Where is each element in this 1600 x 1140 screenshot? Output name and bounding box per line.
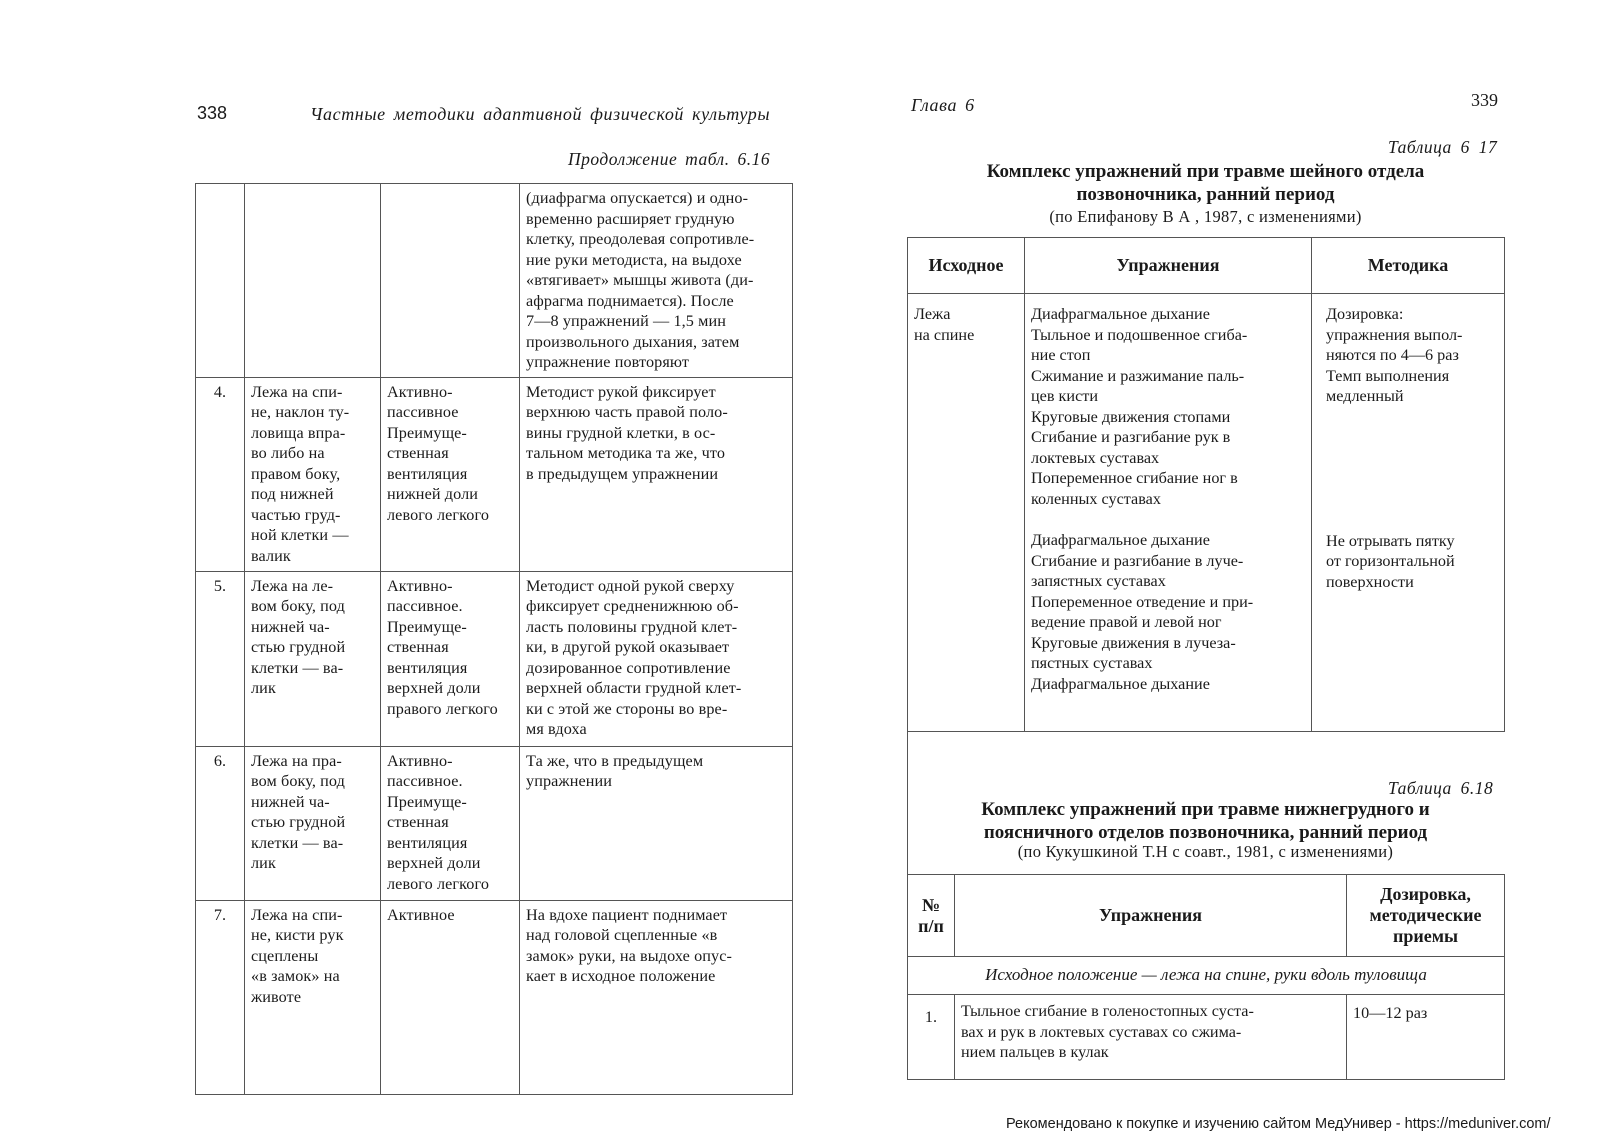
table-18-label: Таблица 6.18	[1388, 778, 1494, 798]
header-method: Методика	[1312, 238, 1505, 294]
footer-note: Рекомендовано к покупке и изучению сайтом МедУнивер - https://meduniver.com/	[1006, 1116, 1551, 1132]
row-exercise-type: Активно- пассивное. Преимуще- ственная вентиляция верхней доли левого легкого	[381, 746, 520, 900]
table-17-title	[907, 160, 1504, 206]
header-exercises: Упражнения	[1025, 238, 1312, 294]
row-method: (диафрагма опускается) и одно- временно расширяет грудную клетку, преодолевая сопротивле- ние руки методиста, на выдохе «втягивает» мышцы живота (ди- афрагма поднимается). После 7—8 упражнений — 1,5 мин произвольного дыхания, затем упражнение повторяют	[520, 184, 793, 378]
table-17-title-line2: позвоночника, ранний период	[1076, 184, 1335, 205]
row-exercise-type: Активно- пассивное Преимуще- ственная вентиляция нижней доли левого легкого	[381, 377, 520, 571]
left-page-number: 338	[197, 103, 228, 123]
exercises-block-1: Диафрагмальное дыхание Тыльное и подошвенное сгиба- ние стоп Сжимание и разжимание паль- цев кисти Круговые движения стопами Сгибание и разгибание рук в локтевых суставах Попеременное сгибание ног в коленных суставах	[1031, 305, 1248, 508]
row-start-position: Лежа на спи- не, наклон ту- ловища впра- во либо на правом боку, под нижней частью груд- ной клетки — валик	[245, 377, 381, 571]
row-number: 6.	[196, 746, 245, 900]
row-exercise: Тыльное сгибание в голеностопных суста- вах и рук в локтевых суставах со сжима- нием пальцев в кулак	[955, 995, 1347, 1080]
table-row	[196, 746, 793, 900]
table-subheader-row	[908, 957, 1505, 995]
table-6-17	[907, 237, 1505, 732]
table-row	[908, 995, 1505, 1080]
row-number: 7.	[196, 900, 245, 1094]
row-method: Методист рукой фиксирует верхнюю часть правой поло- вины грудной клетки, в ос- тальном методика та же, что в предыдущем упражнении	[520, 377, 793, 571]
right-page-number: 339	[1471, 90, 1498, 110]
table-row	[196, 571, 793, 746]
continuation-note: Продолжение табл. 6.16	[568, 149, 771, 169]
header-exercises: Упражнения	[955, 875, 1347, 957]
row-number: 5.	[196, 571, 245, 746]
row-method: Та же, что в предыдущем упражнении	[520, 746, 793, 900]
table-18-title-line1: Комплекс упражнений при травме нижнегрудного и	[981, 799, 1430, 820]
header-dosage: Дозировка, методические приемы	[1347, 875, 1505, 957]
table-row	[196, 377, 793, 571]
header-number: № п/п	[908, 875, 955, 957]
table-18-title-line2: поясничного отделов позвоночника, ранний период	[983, 822, 1428, 843]
row-number: 1.	[908, 995, 955, 1080]
row-exercise-type: Активно- пассивное. Преимуще- ственная вентиляция верхней доли правого легкого	[381, 571, 520, 746]
table-row	[908, 294, 1505, 732]
table-row	[196, 900, 793, 1094]
method-block-1: Дозировка: упражнения выпол- няются по 4—6 раз Темп выполнения медленный	[1326, 305, 1463, 405]
table-18-title	[907, 798, 1504, 844]
method-block-2: Не отрывать пятку от горизонтальной поверхности	[1326, 531, 1455, 591]
row-method: На вдохе пациент поднимает над головой сцепленные «в замок» руки, на выдохе опус- кает в исходное положение	[520, 900, 793, 1094]
row-start-position: Лежа на ле- вом боку, под нижней ча- стью грудной клетки — ва- лик	[245, 571, 381, 746]
table-17-source: (по Епифанову В А , 1987, с изменениями)	[1049, 207, 1362, 226]
table-row	[196, 184, 793, 378]
row-start-position	[245, 184, 381, 378]
row-start-position: Лежа на спи- не, кисти рук сцеплены «в замок» на животе	[245, 900, 381, 1094]
start-position-subheader: Исходное положение — лежа на спине, руки вдоль туловища	[908, 957, 1505, 995]
row-dosage: 10—12 раз	[1347, 995, 1505, 1080]
start-position: Лежа на спине	[914, 305, 975, 344]
row-number: 4.	[196, 377, 245, 571]
exercises-block-2: Диафрагмальное дыхание Сгибание и разгибание в луче- запястных суставах Попеременное отведение и при- ведение правой и левой ног Круговые движения в лучеза- пястных суставах Диафрагмальное дыхание	[1031, 531, 1254, 693]
row-method: Методист одной рукой сверху фиксирует средненижнюю об- ласть половины грудной клет- ки, в другой рукой оказывает дозированное сопротивление верхней области грудной клет- ки с этой же стороны во вре- мя вдоха	[520, 571, 793, 746]
table-header-row	[908, 875, 1505, 957]
row-number	[196, 184, 245, 378]
chapter-header: Глава 6	[911, 95, 975, 115]
row-exercise-type: Активное	[381, 900, 520, 1094]
table-header-row	[908, 238, 1505, 294]
row-exercise-type	[381, 184, 520, 378]
table-17-label: Таблица 6 17	[1388, 137, 1498, 157]
left-running-header: Частные методики адаптивной физической культуры	[310, 104, 771, 124]
header-start-position: Исходное	[908, 238, 1025, 294]
table-18-source: (по Кукушкиной Т.Н с соавт., 1981, с изменениями)	[1017, 842, 1394, 861]
table-6-16-continued	[195, 183, 793, 1095]
table-17-title-line1: Комплекс упражнений при травме шейного отдела	[986, 161, 1425, 182]
table-6-18	[907, 874, 1505, 1080]
row-start-position: Лежа на пра- вом боку, под нижней ча- стью грудной клетки — ва- лик	[245, 746, 381, 900]
